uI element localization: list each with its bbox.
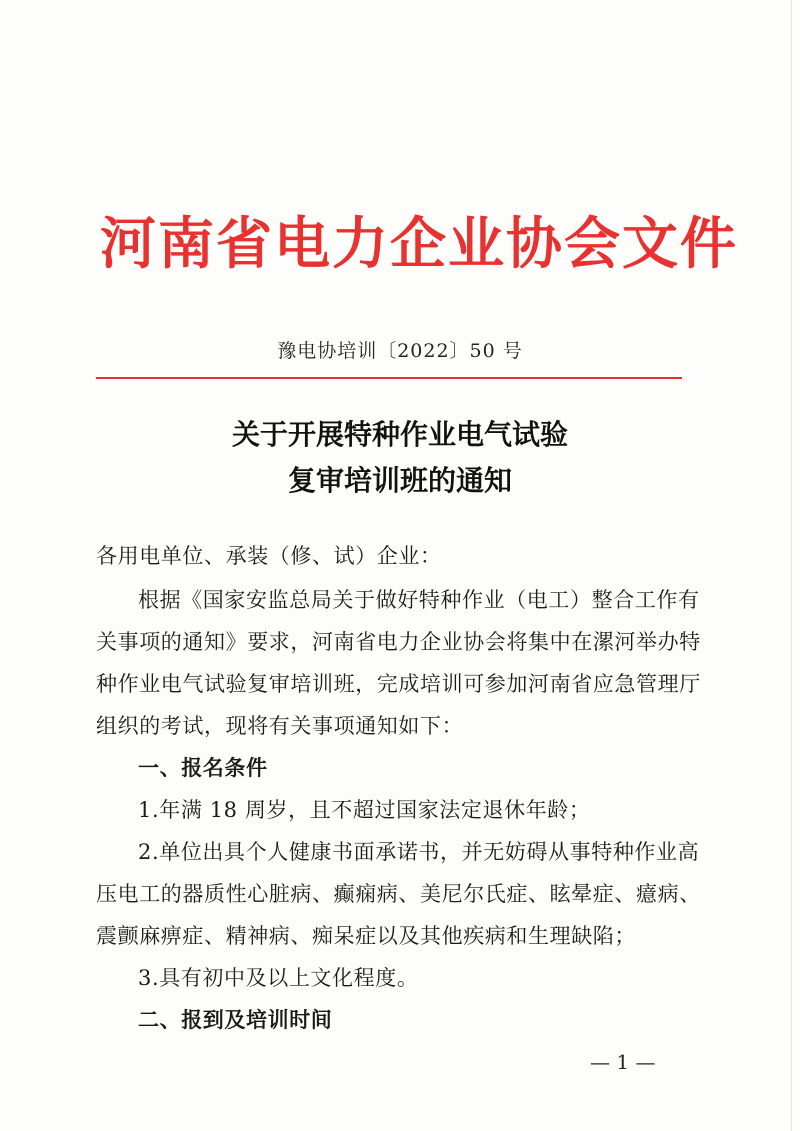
requirement-item-1: 1.年满 18 周岁，且不超过国家法定退休年龄； xyxy=(138,798,591,822)
section-1-heading: 一、报名条件 xyxy=(138,756,268,780)
red-divider xyxy=(96,377,682,379)
page-number: — 1 — xyxy=(590,1050,656,1074)
requirement-item-2-line-3: 震颤麻痹症、精神病、痴呆症以及其他疾病和生理缺陷； xyxy=(96,924,636,948)
intro-line-2: 关事项的通知》要求，河南省电力企业协会将集中在漯河举办特 xyxy=(96,630,701,654)
salutation: 各用电单位、承装（修、试）企业： xyxy=(96,544,442,568)
notice-title-line-2: 复审培训班的通知 xyxy=(287,464,512,497)
section-2-heading: 二、报到及培训时间 xyxy=(138,1008,333,1032)
requirement-item-2-line-1: 2.单位出具个人健康书面承诺书，并无妨碍从事特种作业高 xyxy=(138,840,700,864)
intro-line-3: 种作业电气试验复审培训班，完成培训可参加河南省应急管理厅 xyxy=(96,672,701,696)
notice-title xyxy=(100,412,700,504)
intro-line-1: 根据《国家安监总局关于做好特种作业（电工）整合工作有 xyxy=(138,588,700,612)
requirement-item-2-line-2: 压电工的器质性心脏病、癫痫病、美尼尔氏症、眩晕症、癔病、 xyxy=(96,882,701,906)
document-number: 豫电协培训〔2022〕50 号 xyxy=(277,340,523,362)
notice-title-line-1: 关于开展特种作业电气试验 xyxy=(231,418,568,451)
scan-edge-line xyxy=(791,0,792,1131)
issuer-header: 河南省电力企业协会文件 xyxy=(100,211,738,277)
intro-line-4: 组织的考试，现将有关事项通知如下： xyxy=(96,714,464,738)
requirement-item-3: 3.具有初中及以上文化程度。 xyxy=(138,966,419,990)
